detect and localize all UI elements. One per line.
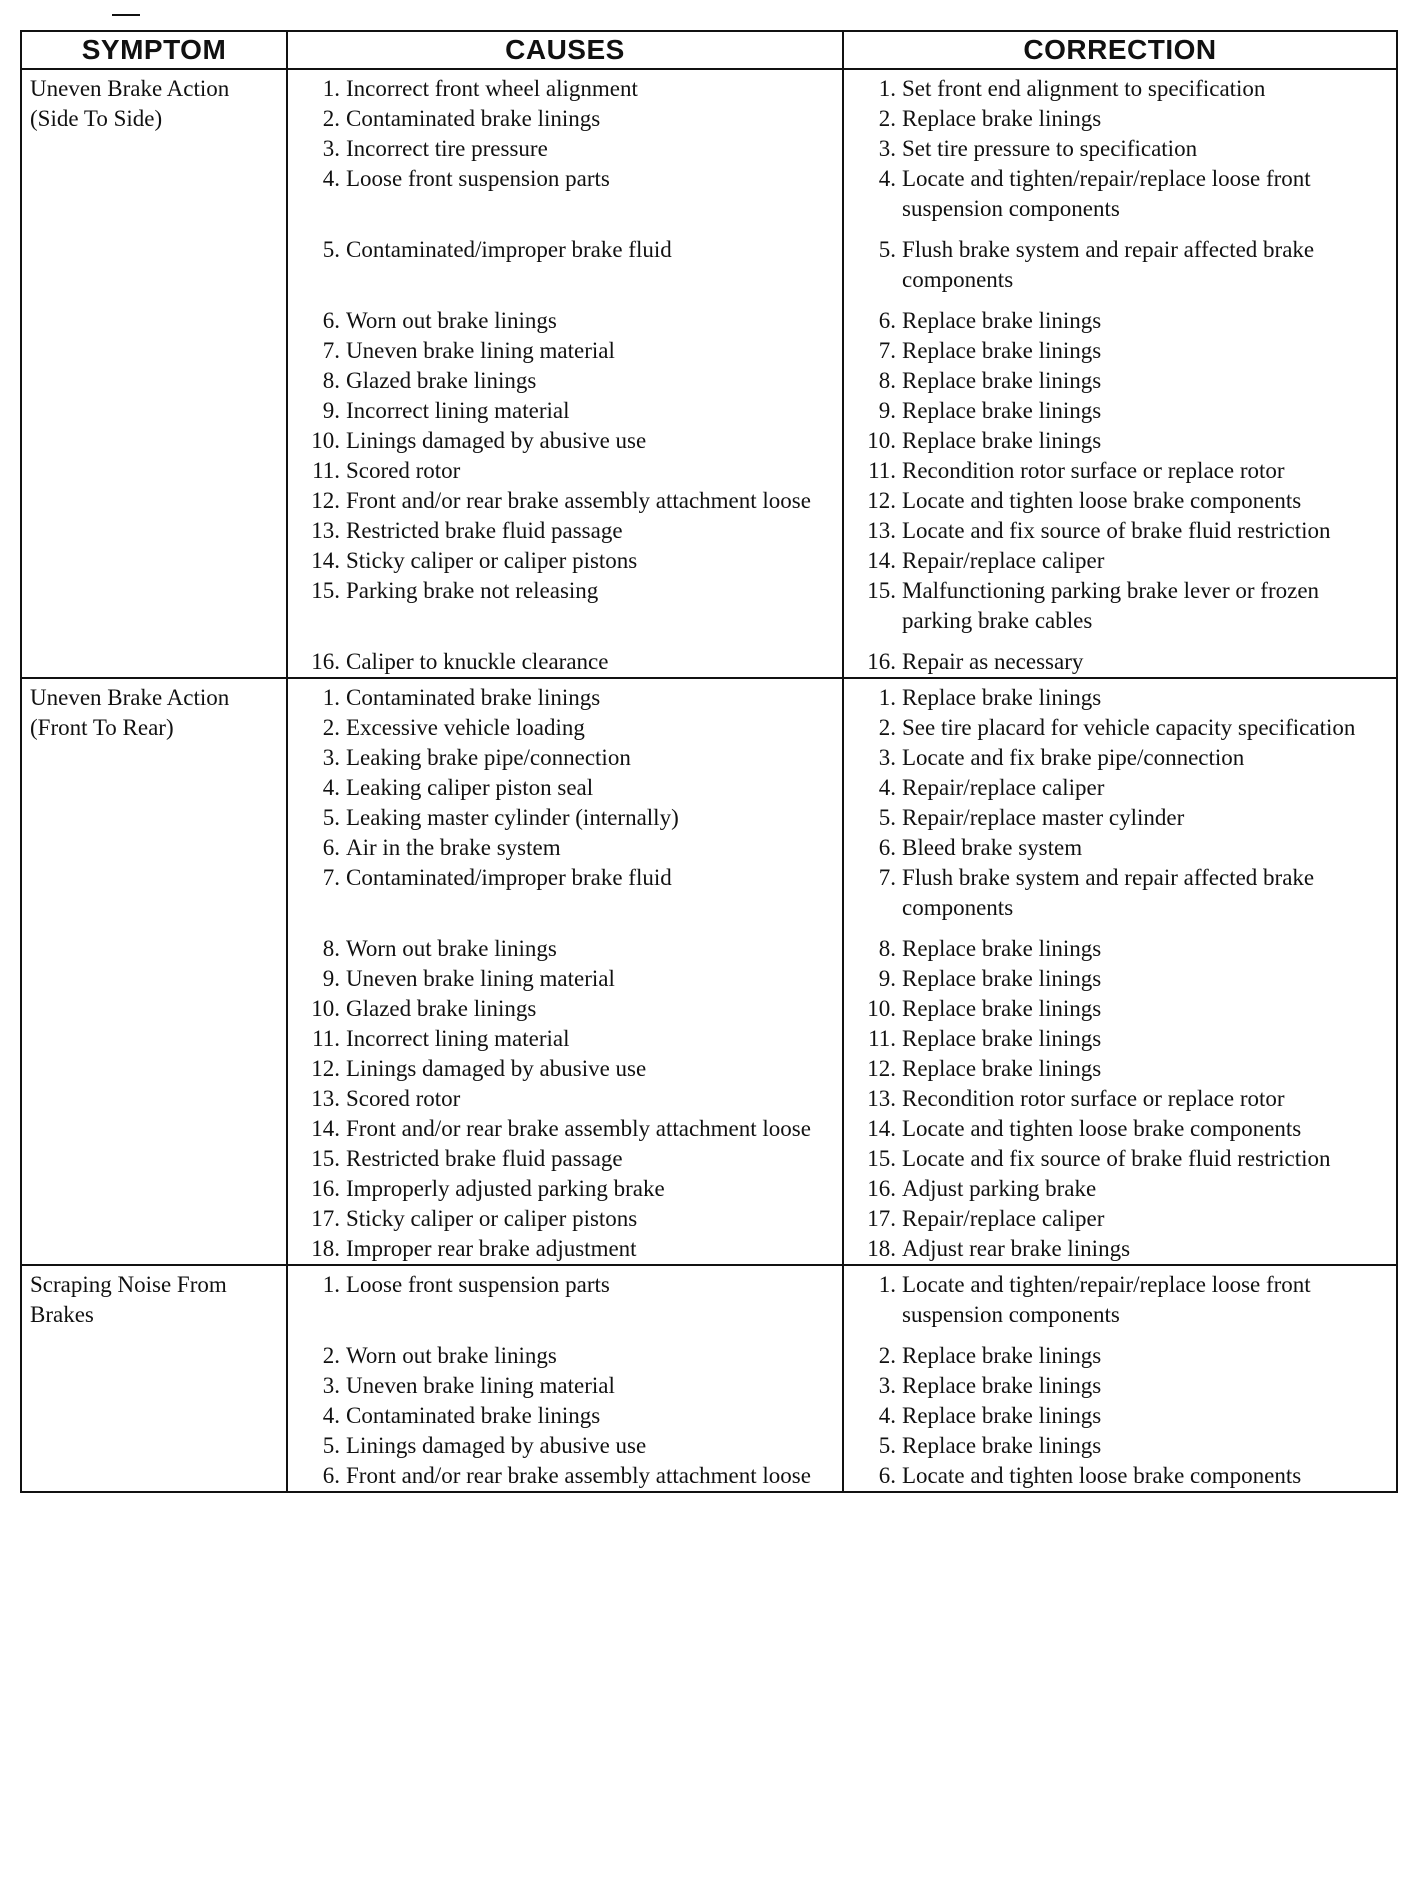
correction-item [844,1054,1396,1084]
item-number: 17. [867,1206,896,1231]
item-number: 1. [322,76,340,101]
item-number: 9. [878,398,896,423]
item-number: 13. [867,518,896,543]
correction-item [844,713,1396,743]
item-text: Excessive vehicle loading [346,715,585,740]
correction-item [844,426,1396,456]
correction-list [844,679,1396,1264]
item-number: 9. [322,398,340,423]
causes-list [288,679,842,1264]
item-text: Replace brake linings [902,1373,1102,1398]
item-number: 12. [311,1056,340,1081]
item-text: Locate and fix source of brake fluid restriction [902,1146,1331,1171]
item-number: 5. [878,237,896,262]
item-number: 2. [878,1343,896,1368]
item-text: Glazed brake linings [346,368,537,393]
correction-item [844,863,1396,934]
item-number: 1. [322,1272,340,1297]
item-number: 16. [867,1176,896,1201]
item-text: Locate and fix brake pipe/connection [902,745,1245,770]
symptom-group [21,1265,1397,1492]
item-text: Improperly adjusted parking brake [346,1176,665,1201]
item-text: Replace brake linings [902,1026,1102,1051]
cause-item [288,994,842,1024]
item-text: Linings damaged by abusive use [346,1056,647,1081]
item-number: 9. [322,966,340,991]
item-text: Incorrect lining material [346,398,570,423]
cause-item [288,1270,842,1341]
item-text: Repair/replace caliper [902,1206,1105,1231]
item-number: 14. [867,1116,896,1141]
item-text: Incorrect tire pressure [346,136,548,161]
item-number: 4. [878,166,896,191]
cause-item [288,336,842,366]
correction-item [844,1431,1396,1461]
item-text: Malfunctioning parking brake lever or frozen parking brake cables [902,578,1320,633]
correction-item [844,773,1396,803]
correction-item [844,576,1396,647]
item-text: Uneven brake lining material [346,338,615,363]
item-number: 10. [867,428,896,453]
item-number: 5. [878,1433,896,1458]
causes-list [288,70,842,677]
item-number: 15. [867,1146,896,1171]
item-text: Loose front suspension parts [346,1272,610,1297]
item-number: 6. [322,308,340,333]
item-text: Adjust rear brake linings [902,1236,1131,1261]
item-number: 11. [868,1026,896,1051]
item-number: 12. [867,1056,896,1081]
item-text: Replace brake linings [902,1403,1102,1428]
header-symptom: SYMPTOM [21,31,287,69]
item-text: Repair as necessary [902,649,1084,674]
item-text: Replace brake linings [902,308,1102,333]
item-text: Set tire pressure to specification [902,136,1198,161]
item-text: Bleed brake system [902,835,1083,860]
cause-item [288,1204,842,1234]
correction-item [844,1371,1396,1401]
correction-item [844,964,1396,994]
item-number: 1. [878,685,896,710]
correction-item [844,1204,1396,1234]
item-number: 15. [311,1146,340,1171]
correction-item [844,647,1396,677]
correction-item [844,803,1396,833]
correction-list [844,1266,1396,1491]
correction-item [844,1234,1396,1264]
item-text: Replace brake linings [902,936,1102,961]
item-text: Sticky caliper or caliper pistons [346,548,638,573]
item-text: Air in the brake system [346,835,561,860]
correction-item [844,366,1396,396]
cause-item [288,1144,842,1174]
item-number: 14. [867,548,896,573]
item-number: 7. [322,338,340,363]
item-text: Worn out brake linings [346,308,557,333]
item-number: 5. [322,1433,340,1458]
item-text: Worn out brake linings [346,1343,557,1368]
item-number: 12. [867,488,896,513]
item-text: Restricted brake fluid passage [346,1146,623,1171]
correction-list [844,70,1396,677]
item-number: 17. [311,1206,340,1231]
item-text: Linings damaged by abusive use [346,1433,647,1458]
item-number: 1. [878,76,896,101]
item-text: Replace brake linings [902,428,1102,453]
causes-cell [287,69,843,678]
item-text: Restricted brake fluid passage [346,518,623,543]
item-number: 16. [867,649,896,674]
correction-cell [843,69,1397,678]
item-text: Locate and tighten/repair/replace loose front suspension components [902,1272,1311,1327]
correction-item [844,934,1396,964]
table-header [21,31,1397,69]
item-number: 8. [322,368,340,393]
item-number: 6. [878,308,896,333]
item-number: 5. [322,805,340,830]
cause-item [288,833,842,863]
cause-item [288,104,842,134]
item-number: 5. [878,805,896,830]
item-text: Replace brake linings [902,398,1102,423]
correction-item [844,456,1396,486]
item-number: 16. [311,1176,340,1201]
cause-item [288,647,842,677]
item-number: 2. [322,106,340,131]
item-text: Caliper to knuckle clearance [346,649,609,674]
symptom-cell [21,1265,287,1492]
item-number: 2. [878,715,896,740]
item-number: 10. [311,428,340,453]
symptom-cell [21,678,287,1265]
cause-item [288,74,842,104]
cause-item [288,1054,842,1084]
correction-item [844,1024,1396,1054]
item-number: 1. [322,685,340,710]
item-text: Replace brake linings [902,966,1102,991]
item-text: Glazed brake linings [346,996,537,1021]
correction-cell [843,678,1397,1265]
item-text: Repair/replace caliper [902,775,1105,800]
cause-item [288,683,842,713]
correction-item [844,74,1396,104]
item-text: Locate and tighten loose brake components [902,1116,1302,1141]
item-text: Scored rotor [346,1086,461,1111]
item-number: 2. [322,1343,340,1368]
correction-item [844,235,1396,306]
symptom-group [21,678,1397,1265]
item-number: 6. [878,1463,896,1488]
item-text: Replace brake linings [902,996,1102,1021]
cause-item [288,486,842,516]
cause-item [288,1341,842,1371]
item-number: 7. [878,338,896,363]
correction-item [844,833,1396,863]
item-text: Flush brake system and repair affected brake components [902,237,1315,292]
item-text: Replace brake linings [902,1343,1102,1368]
item-number: 3. [322,745,340,770]
cause-item [288,306,842,336]
item-number: 13. [867,1086,896,1111]
item-text: Front and/or rear brake assembly attachment loose [346,1116,811,1141]
item-number: 5. [322,237,340,262]
item-text: Adjust parking brake [902,1176,1097,1201]
symptom-text: Uneven Brake Action (Front To Rear) [30,685,230,740]
causes-cell [287,1265,843,1492]
cause-item [288,426,842,456]
item-text: Worn out brake linings [346,936,557,961]
item-text: Replace brake linings [902,368,1102,393]
item-number: 3. [322,1373,340,1398]
item-number: 6. [322,835,340,860]
correction-item [844,743,1396,773]
correction-item [844,486,1396,516]
cause-item [288,235,842,306]
item-text: Replace brake linings [902,1433,1102,1458]
cause-item [288,1174,842,1204]
cause-item [288,456,842,486]
item-number: 14. [311,548,340,573]
correction-item [844,134,1396,164]
item-number: 2. [878,106,896,131]
brake-diagnosis-table [20,30,1398,1493]
cause-item [288,743,842,773]
cause-item [288,1461,842,1491]
item-number: 11. [868,458,896,483]
item-number: 13. [311,1086,340,1111]
item-text: Set front end alignment to specification [902,76,1266,101]
correction-item [844,164,1396,235]
cause-item [288,1084,842,1114]
item-number: 2. [322,715,340,740]
correction-item [844,994,1396,1024]
item-number: 9. [878,966,896,991]
item-text: Parking brake not releasing [346,578,599,603]
correction-item [844,1084,1396,1114]
cause-item [288,396,842,426]
item-text: Locate and tighten loose brake components [902,1463,1302,1488]
item-text: Repair/replace master cylinder [902,805,1185,830]
cause-item [288,164,842,235]
item-number: 4. [322,1403,340,1428]
item-number: 3. [322,136,340,161]
item-number: 7. [878,865,896,890]
item-number: 18. [867,1236,896,1261]
correction-cell [843,1265,1397,1492]
cause-item [288,803,842,833]
cause-item [288,1371,842,1401]
correction-item [844,1174,1396,1204]
item-text: Leaking brake pipe/connection [346,745,631,770]
item-number: 12. [311,488,340,513]
item-number: 15. [311,578,340,603]
item-number: 6. [322,1463,340,1488]
cause-item [288,1234,842,1264]
item-text: Uneven brake lining material [346,966,615,991]
item-text: Uneven brake lining material [346,1373,615,1398]
correction-item [844,683,1396,713]
causes-list [288,1266,842,1491]
item-number: 7. [322,865,340,890]
item-text: See tire placard for vehicle capacity specification [902,715,1356,740]
correction-item [844,1270,1396,1341]
cause-item [288,366,842,396]
correction-item [844,396,1396,426]
correction-item [844,1114,1396,1144]
item-number: 18. [311,1236,340,1261]
item-text: Contaminated/improper brake fluid [346,865,672,890]
item-text: Contaminated brake linings [346,685,601,710]
cause-item [288,1114,842,1144]
item-number: 15. [867,578,896,603]
correction-item [844,336,1396,366]
cause-item [288,1431,842,1461]
item-text: Contaminated brake linings [346,106,601,131]
correction-item [844,1341,1396,1371]
item-text: Locate and tighten loose brake components [902,488,1302,513]
causes-cell [287,678,843,1265]
correction-item [844,1461,1396,1491]
item-number: 3. [878,136,896,161]
item-number: 4. [878,775,896,800]
item-number: 11. [312,458,340,483]
item-text: Front and/or rear brake assembly attachment loose [346,1463,811,1488]
item-number: 11. [312,1026,340,1051]
cause-item [288,1024,842,1054]
cause-item [288,546,842,576]
item-text: Front and/or rear brake assembly attachment loose [346,488,811,513]
cause-item [288,934,842,964]
symptom-cell [21,69,287,678]
item-number: 4. [322,166,340,191]
item-text: Flush brake system and repair affected brake components [902,865,1315,920]
item-text: Locate and tighten/repair/replace loose front suspension components [902,166,1311,221]
item-text: Locate and fix source of brake fluid restriction [902,518,1331,543]
item-text: Contaminated brake linings [346,1403,601,1428]
item-number: 4. [322,775,340,800]
item-text: Replace brake linings [902,338,1102,363]
cause-item [288,773,842,803]
cause-item [288,964,842,994]
item-text: Recondition rotor surface or replace rotor [902,458,1285,483]
correction-item [844,546,1396,576]
item-number: 10. [311,996,340,1021]
item-text: Replace brake linings [902,1056,1102,1081]
correction-item [844,516,1396,546]
symptom-text: Uneven Brake Action (Side To Side) [30,76,230,131]
item-text: Replace brake linings [902,106,1102,131]
correction-item [844,1144,1396,1174]
correction-item [844,306,1396,336]
item-text: Loose front suspension parts [346,166,610,191]
header-causes: CAUSES [287,31,843,69]
cause-item [288,863,842,934]
item-number: 3. [878,1373,896,1398]
item-number: 1. [878,1272,896,1297]
item-number: 10. [867,996,896,1021]
correction-item [844,104,1396,134]
item-text: Leaking caliper piston seal [346,775,594,800]
item-number: 13. [311,518,340,543]
top-rule-mark [112,14,140,16]
cause-item [288,134,842,164]
correction-item [844,1401,1396,1431]
item-number: 14. [311,1116,340,1141]
header-correction: CORRECTION [843,31,1397,69]
item-text: Scored rotor [346,458,461,483]
symptom-group [21,69,1397,678]
cause-item [288,576,842,647]
table-body [21,69,1397,1492]
item-text: Sticky caliper or caliper pistons [346,1206,638,1231]
item-text: Repair/replace caliper [902,548,1105,573]
item-text: Linings damaged by abusive use [346,428,647,453]
item-number: 8. [878,368,896,393]
item-text: Improper rear brake adjustment [346,1236,637,1261]
item-number: 6. [878,835,896,860]
item-number: 8. [322,936,340,961]
symptom-text: Scraping Noise From Brakes [30,1272,227,1327]
item-text: Incorrect front wheel alignment [346,76,638,101]
item-number: 8. [878,936,896,961]
item-text: Replace brake linings [902,685,1102,710]
cause-item [288,713,842,743]
item-text: Recondition rotor surface or replace rotor [902,1086,1285,1111]
cause-item [288,1401,842,1431]
item-number: 3. [878,745,896,770]
item-text: Contaminated/improper brake fluid [346,237,672,262]
item-text: Incorrect lining material [346,1026,570,1051]
item-text: Leaking master cylinder (internally) [346,805,679,830]
cause-item [288,516,842,546]
item-number: 16. [311,649,340,674]
item-number: 4. [878,1403,896,1428]
